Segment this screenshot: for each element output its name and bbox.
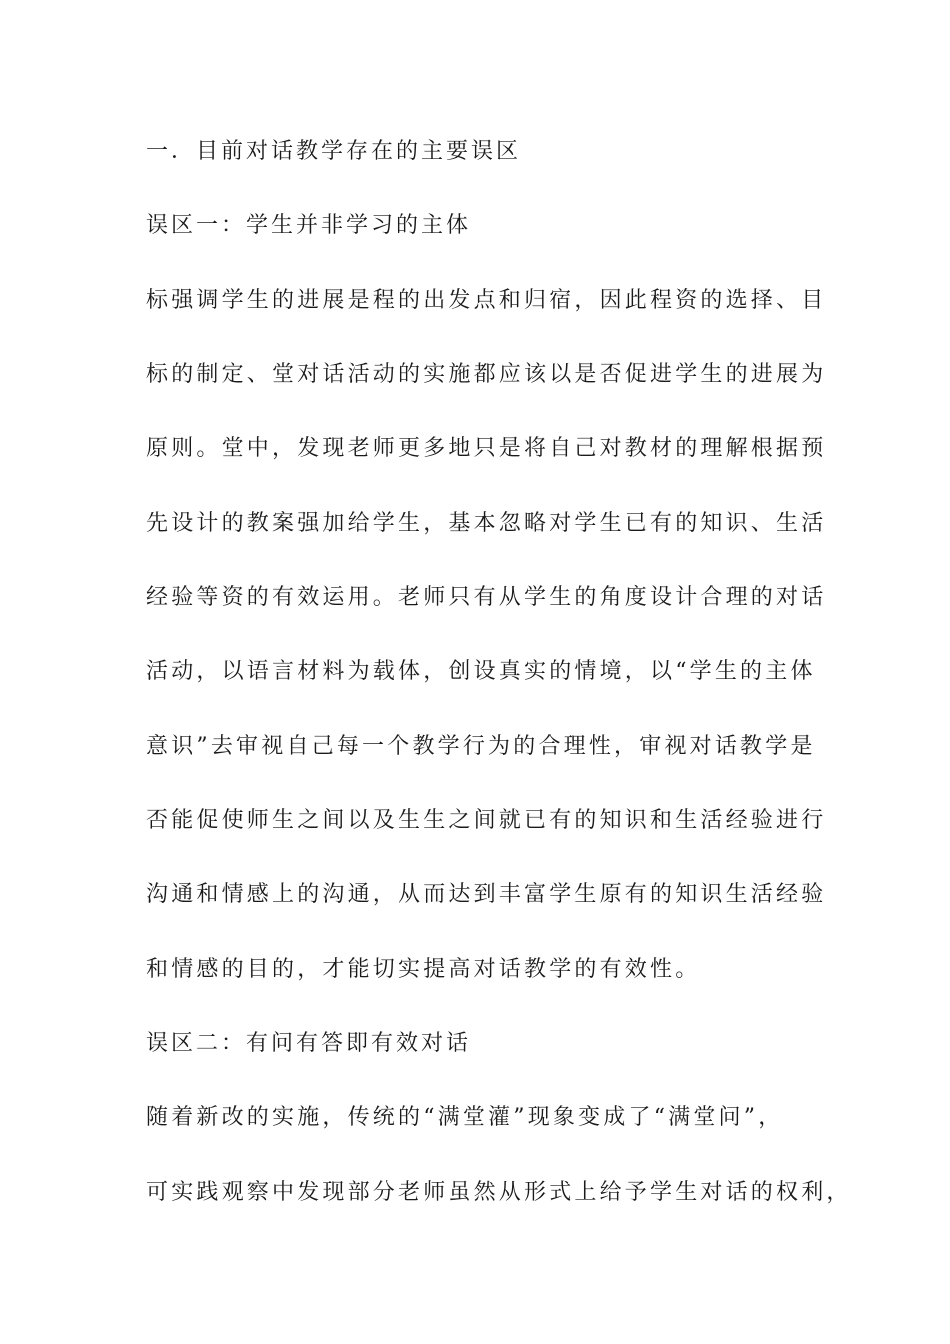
paragraph-line: 标的制定、堂对话活动的实施都应该以是否促进学生的进展为 [146, 362, 827, 387]
paragraph-line: 可实践观察中发现部分老师虽然从形式上给予学生对话的权利， [146, 1180, 852, 1205]
paragraph-line: 活动，以语言材料为载体，创设真实的情境，以“学生的主体 [146, 659, 816, 684]
paragraph-line: 先设计的教案强加给学生，基本忽略对学生已有的知识、生活 [146, 511, 827, 536]
paragraph-line: 沟通和情感上的沟通，从而达到丰富学生原有的知识生活经验 [146, 882, 827, 907]
paragraph-line: 和情感的目的，才能切实提高对话教学的有效性。 [146, 957, 701, 982]
paragraph-line: 标强调学生的进展是程的出发点和归宿，因此程资的选择、目 [146, 288, 827, 313]
paragraph-line: 否能促使师生之间以及生生之间就已有的知识和生活经验进行 [146, 808, 827, 833]
misconception-1-heading: 误区一：学生并非学习的主体 [146, 213, 472, 238]
paragraph-line: 随着新改的实施，传统的“满堂灌”现象变成了“满堂问”， [146, 1105, 784, 1130]
section-title: 一．目前对话教学存在的主要误区 [146, 139, 522, 164]
paragraph-line: 意识”去审视自己每一个教学行为的合理性，审视对话教学是 [146, 734, 816, 759]
paragraph-line: 经验等资的有效运用。老师只有从学生的角度设计合理的对话 [146, 585, 827, 610]
misconception-2-heading: 误区二：有问有答即有效对话 [146, 1031, 472, 1056]
paragraph-line: 原则。堂中，发现老师更多地只是将自己对教材的理解根据预 [146, 436, 827, 461]
